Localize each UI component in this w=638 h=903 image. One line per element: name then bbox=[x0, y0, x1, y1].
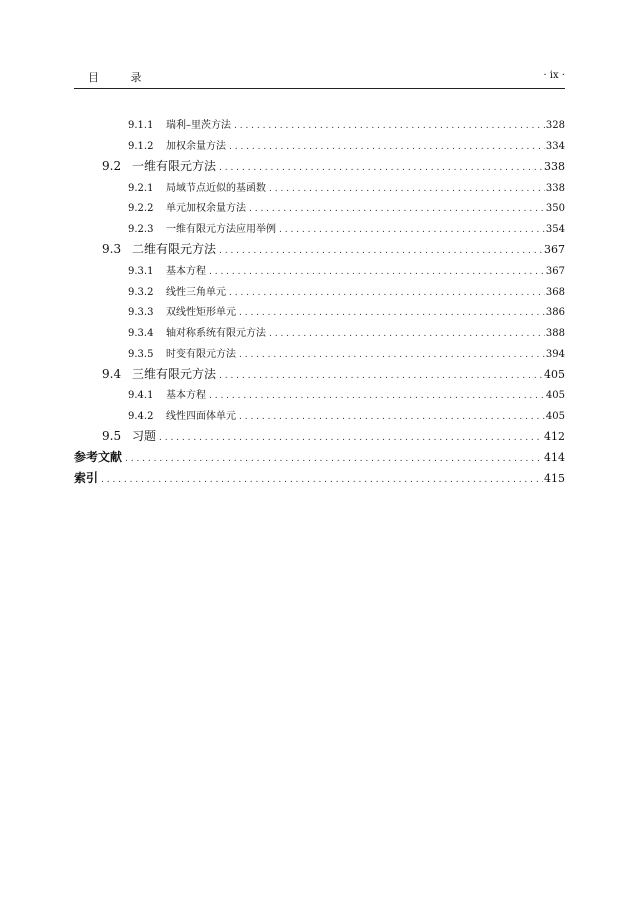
dot-leader bbox=[269, 183, 545, 194]
toc-entry-title: 索引 bbox=[74, 471, 99, 485]
toc-entry[interactable] bbox=[128, 116, 565, 132]
toc-entry-page: 405 bbox=[545, 411, 565, 422]
toc-entry[interactable] bbox=[128, 179, 565, 195]
toc-entry-title: 局域节点近似的基函数 bbox=[166, 183, 266, 194]
dot-leader bbox=[159, 429, 543, 443]
toc-entry[interactable] bbox=[102, 427, 565, 443]
toc-entry-title: 加权余量方法 bbox=[166, 141, 226, 152]
toc-entry-page: 334 bbox=[545, 141, 565, 152]
toc-entry-title: 时变有限元方法 bbox=[166, 349, 236, 360]
toc-entry-number: 9.2.1 bbox=[128, 183, 154, 194]
toc-entry[interactable] bbox=[74, 469, 565, 485]
toc-entry[interactable] bbox=[128, 199, 565, 215]
toc-entry-title: 线性四面体单元 bbox=[166, 411, 236, 422]
toc-entry-page: 350 bbox=[545, 203, 565, 214]
toc-entry-number: 9.3.1 bbox=[128, 266, 154, 277]
toc-entry-number: 9.5 bbox=[102, 429, 122, 443]
toc-entry-page: 405 bbox=[545, 390, 565, 401]
toc-entry-title: 二维有限元方法 bbox=[132, 242, 217, 256]
toc-entry-page: 412 bbox=[544, 430, 565, 443]
dot-leader bbox=[209, 266, 545, 277]
toc-entry-page: 328 bbox=[545, 120, 565, 131]
toc-entry[interactable] bbox=[128, 386, 565, 402]
dot-leader bbox=[219, 367, 543, 381]
toc-entry-number: 9.2.2 bbox=[128, 203, 154, 214]
toc-entry-number: 9.3.3 bbox=[128, 307, 154, 318]
toc-entry-title: 基本方程 bbox=[166, 266, 206, 277]
dot-leader bbox=[229, 141, 545, 152]
toc-entry-title: 一维有限元方法 bbox=[132, 159, 217, 173]
toc-entry-page: 338 bbox=[544, 160, 565, 173]
toc-entry[interactable] bbox=[128, 407, 565, 423]
toc-entry[interactable] bbox=[128, 137, 565, 153]
toc-entry-number: 9.4 bbox=[102, 367, 122, 381]
toc-entry[interactable] bbox=[128, 345, 565, 361]
dot-leader bbox=[209, 390, 545, 401]
toc-entry[interactable] bbox=[128, 283, 565, 299]
toc-entry-title: 轴对称系统有限元方法 bbox=[166, 328, 266, 339]
page-header bbox=[74, 68, 565, 89]
dot-leader bbox=[239, 411, 545, 422]
toc-entry[interactable] bbox=[102, 240, 565, 256]
dot-leader bbox=[239, 349, 545, 360]
toc-entry-title: 线性三角单元 bbox=[166, 287, 226, 298]
toc-entry-number: 9.4.1 bbox=[128, 390, 154, 401]
dot-leader bbox=[234, 120, 545, 131]
dot-leader bbox=[229, 287, 545, 298]
toc-entry-number: 9.1.1 bbox=[128, 120, 154, 131]
toc-entry-number: 9.3.4 bbox=[128, 328, 154, 339]
toc-entry-title: 单元加权余量方法 bbox=[166, 203, 246, 214]
toc-entry[interactable] bbox=[74, 448, 565, 464]
dot-leader bbox=[101, 471, 543, 485]
toc-entry-title: 习题 bbox=[132, 429, 157, 443]
dot-leader bbox=[125, 450, 543, 464]
toc-entry-title: 双线性矩形单元 bbox=[166, 307, 236, 318]
toc-entry-title: 基本方程 bbox=[166, 390, 206, 401]
toc-entry-page: 394 bbox=[545, 349, 565, 360]
toc-entry[interactable] bbox=[102, 365, 565, 381]
toc-entry-number: 9.2 bbox=[102, 159, 122, 173]
toc-entry-page: 388 bbox=[545, 328, 565, 339]
toc-entry-page: 368 bbox=[545, 287, 565, 298]
toc-entry-title: 瑞利–里茨方法 bbox=[166, 120, 231, 131]
dot-leader bbox=[219, 159, 543, 173]
toc-entry[interactable] bbox=[128, 220, 565, 236]
dot-leader bbox=[249, 203, 545, 214]
toc-entry-number: 9.3.2 bbox=[128, 287, 154, 298]
toc-entry-number: 9.3 bbox=[102, 242, 122, 256]
header-title: 目 录 bbox=[88, 71, 156, 84]
toc-entry-page: 367 bbox=[544, 243, 565, 256]
toc-entry-page: 405 bbox=[544, 368, 565, 381]
toc-entry-page: 414 bbox=[544, 451, 565, 464]
toc-entry-title: 一维有限元方法应用举例 bbox=[166, 224, 276, 235]
dot-leader bbox=[239, 307, 545, 318]
dot-leader bbox=[269, 328, 545, 339]
toc-entry-title: 参考文献 bbox=[74, 450, 123, 464]
toc-entry-number: 9.2.3 bbox=[128, 224, 154, 235]
toc-entry-page: 338 bbox=[545, 183, 565, 194]
toc-entry[interactable] bbox=[102, 157, 565, 173]
toc-entry-title: 三维有限元方法 bbox=[132, 367, 217, 381]
toc-entry-page: 386 bbox=[545, 307, 565, 318]
header-page-number: · ix · bbox=[543, 70, 565, 81]
dot-leader bbox=[279, 224, 545, 235]
toc-entry-number: 9.4.2 bbox=[128, 411, 154, 422]
dot-leader bbox=[219, 242, 543, 256]
toc-entry-number: 9.3.5 bbox=[128, 349, 154, 360]
toc-entry[interactable] bbox=[128, 324, 565, 340]
toc-entry-number: 9.1.2 bbox=[128, 141, 154, 152]
toc-entry-page: 354 bbox=[545, 224, 565, 235]
toc-entry[interactable] bbox=[128, 262, 565, 278]
toc-entry-page: 415 bbox=[544, 472, 565, 485]
toc-entry-page: 367 bbox=[545, 266, 565, 277]
toc-entry[interactable] bbox=[128, 303, 565, 319]
